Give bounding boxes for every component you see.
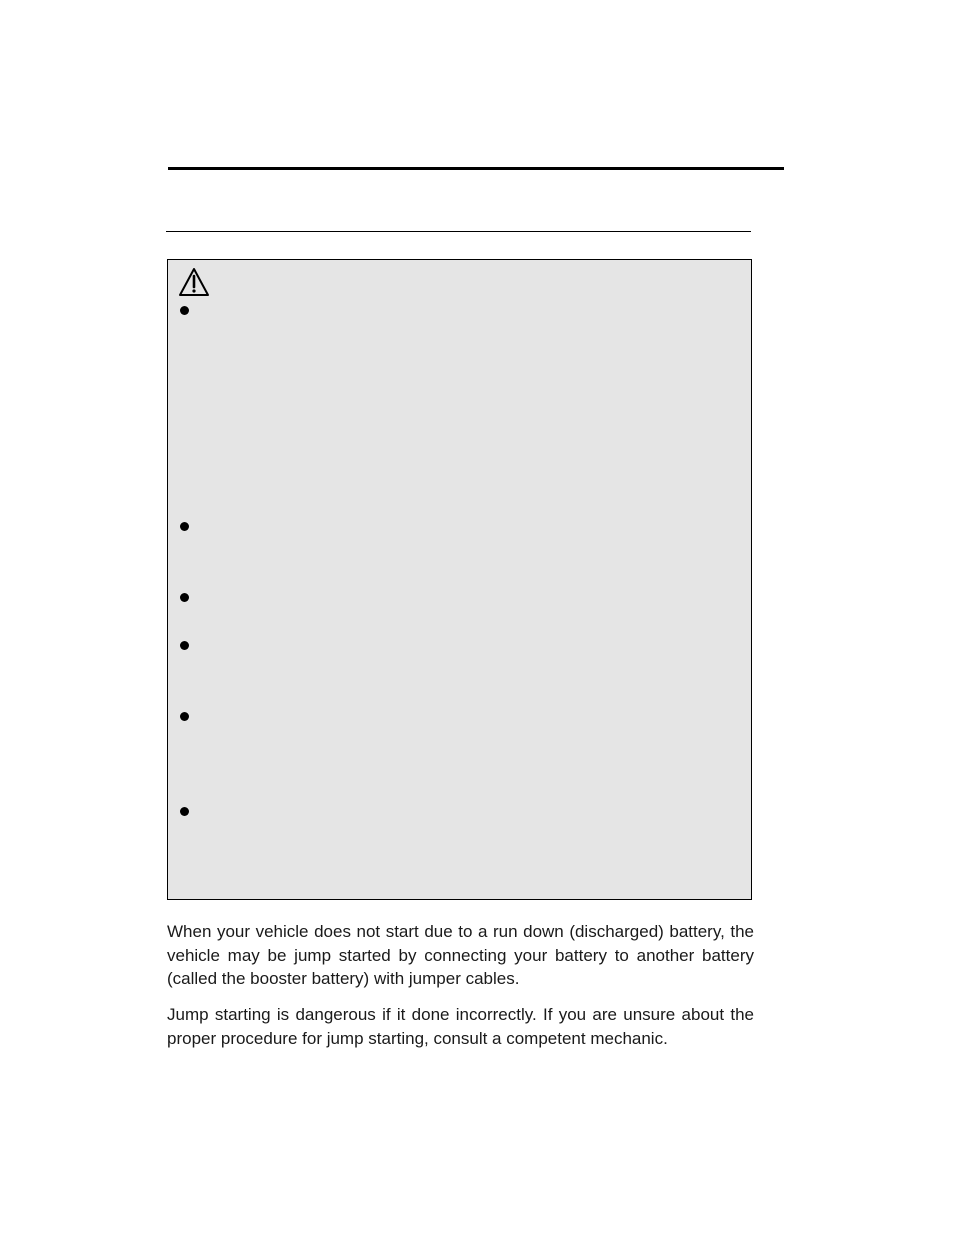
warning-bullet-5 <box>180 712 189 721</box>
section-divider <box>166 231 751 232</box>
warning-bullet-2 <box>180 522 189 531</box>
warning-bullet-6 <box>180 807 189 816</box>
intro-paragraph: When your vehicle does not start due to a run down (discharged) battery, the vehicle may be jump started by connecting your battery to another battery (called the booster battery) with jumper cables. <box>167 922 754 988</box>
caution-paragraph: Jump starting is dangerous if it done incorrectly. If you are unsure about the proper procedure for jump starting, consult a competent mechanic. <box>167 1005 754 1048</box>
warning-bullet-1 <box>180 306 189 315</box>
warning-box <box>167 259 752 900</box>
warning-bullet-3 <box>180 593 189 602</box>
warning-bullet-4 <box>180 641 189 650</box>
warning-triangle-icon <box>178 267 210 297</box>
header-rule <box>168 167 784 170</box>
